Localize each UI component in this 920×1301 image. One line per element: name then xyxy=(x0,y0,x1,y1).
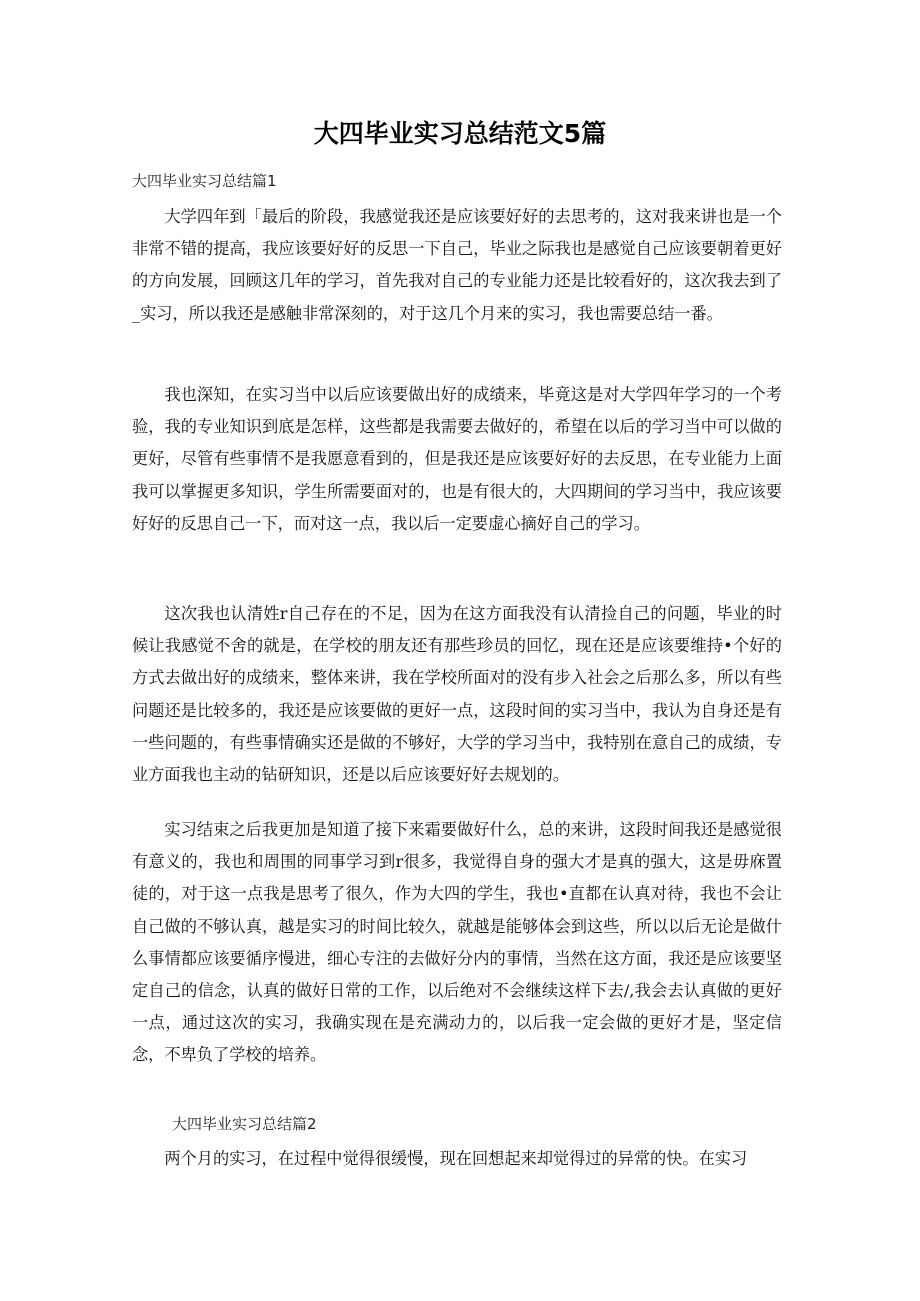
section-heading-1: 大四毕业实习总结篇1 xyxy=(132,172,277,190)
section-1-paragraph-3: 这次我也认清姓r自己存在的不足，因为在这方面我没有认清捡自己的问题，毕业的时候让我感觉不舍的就是，在学校的朋友还有那些珍员的回忆，现在还是应该要维持•个好的方式去做出好的成绩来，整体来讲，我在学校所面对的没有步入社会之后那么多，所以有些问题还是比较多的，我还是应该要做的更好一点，这段时间的实习当中，我认为自身还是有一些问题的，有些事情确实还是做的不够好，大学的学习当中，我特别在意自己的成绩，专业方面我也主动的钻研知识，还是以后应该要好好去规划的。 xyxy=(132,604,782,785)
section-1-paragraph-2: 我也深知，在实习当中以后应该要做出好的成绩来，毕竟这是对大学四年学习的一个考验，我的专业知识到底是怎样，这些都是我需要去做好的，希望在以后的学习当中可以做的更好，尽管有些事情不是我愿意看到的，但是我还是应该要好好的去反思，在专业能力上面我可以掌握更多知识，学生所需要面对的，也是有很大的，大四期间的学习当中，我应该要好好的反思自己一下，而对这一点，我以后一定要虚心摘好自己的学习。 xyxy=(132,385,782,533)
section-heading-2: 大四毕业实习总结篇2 xyxy=(172,1115,317,1133)
section-2-paragraph-1: 两个月的实习，在过程中觉得很缓慢，现在回想起来却觉得过的异常的快。在实习 xyxy=(164,1149,748,1168)
section-1-paragraph-4: 实习结束之后我更加是知道了接下来霜要做好什么，总的来讲，这段时间我还是感觉很有意义的，我也和周围的同事学习到r很多，我觉得自身的强大才是真的强大，这是毋庥置徒的，对于这一点我是思考了很久，作为大四的学生，我也•直都在认真对待，我也不会让自己做的不够认真，越是实习的时间比较久，就越是能够体会到这些，所以以后无论是做什么事情都应该要循序慢进，细心专注的去做好分内的事情，当然在这方面，我还是应该要坚定自己的信念，认真的做好日常的工作，以后绝对不会继续这样下去/,我会去认真做的更好一点，通过这次的实习，我确实现在是充满动力的，以后我一定会做的更好才是，坚定信念，不卑负了学校的培养。 xyxy=(132,820,782,1065)
document-title: 大四毕业实习总结范文5篇 xyxy=(313,119,607,148)
section-1-paragraph-1: 大学四年到「最后的阶段，我感觉我还是应该要好好的去思考的，这对我来讲也是一个非常不错的提高，我应该要好好的反思一下自己，毕业之际我也是感觉自己应该要朝着更好的方向发展，回顾这几年的学习，首先我对自己的专业能力还是比较看好的，这次我去到了_实习，所以我还是感触非常深刻的，对于这几个月来的实习，我也需要总结一番。 xyxy=(132,207,782,323)
